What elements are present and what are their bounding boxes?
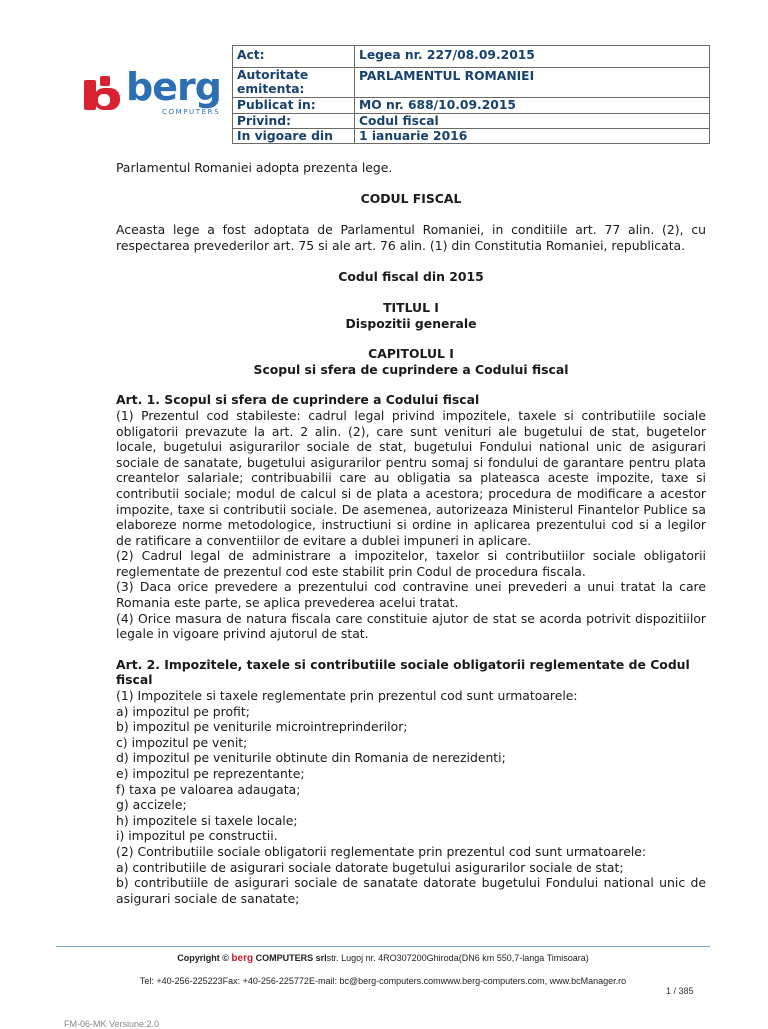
page-number: 1 / 385 xyxy=(666,986,694,996)
footer-contact-line: Tel: +40-256-225223Fax: +40-256-225772E-mail: bc@berg-computers.comwww.berg-computers.com, www.bcManager.ro xyxy=(139,976,627,986)
footer-address: str. Lugoj nr. 4RO307200Ghiroda(DN6 km 550,7-langa Timisoara) xyxy=(326,953,589,963)
meta-label-autoritate xyxy=(233,68,355,98)
art2-heading: Art. 2. Impozitele, taxele si contributiile sociale obligatorii reglementate de Codul fiscal xyxy=(116,656,690,688)
list-item: i) impozitul pe constructii. xyxy=(116,828,278,844)
capitol-name: Scopul si sfera de cuprindere a Codului fiscal xyxy=(253,361,569,377)
art1-paragraph-3: (3) Daca orice prevedere a prezentului cod contravine unei prevederi a unui tratat la care Romania este parte, se aplica prevederea acelui tratat. xyxy=(116,579,706,611)
berg-logo xyxy=(84,65,226,122)
footer-company: COMPUTERS srl xyxy=(255,953,327,963)
titlul-number: TITLUL I xyxy=(383,299,439,315)
meta-label-privind: Privind: xyxy=(233,114,355,129)
list-item: e) impozitul pe reprezentante; xyxy=(116,766,305,781)
meta-row-autoritate xyxy=(233,68,710,98)
footer-copyright-line xyxy=(56,953,710,964)
titlul-name: Dispozitii generale xyxy=(345,315,477,331)
berg-logo-mark-icon xyxy=(84,74,122,112)
list-item: b) contributiile de asigurari sociale de sanatate datorate bugetului Fondului national unic de asigurari sociale de sanatate; xyxy=(116,875,706,906)
list-item: b) impozitul pe veniturile microintreprinderilor; xyxy=(116,719,408,735)
meta-value-autoritate: PARLAMENTUL ROMANIEI xyxy=(355,68,710,98)
capitol-number: CAPITOLUL I xyxy=(368,346,454,362)
footer-divider xyxy=(56,946,710,947)
act-metadata-table xyxy=(232,45,710,144)
list-item: c) impozitul pe venit; xyxy=(116,734,248,750)
list-item: g) accizele; xyxy=(116,797,187,813)
meta-row-privind xyxy=(233,114,710,129)
footer-brand: berg xyxy=(231,953,254,964)
list-item: h) impozitele si taxele locale; xyxy=(116,812,298,828)
art1-paragraph-4: (4) Orice masura de natura fiscala care constituie ajutor de stat se acorda potrivit dispozitiilor legale in vigoare privind ajutorul de stat. xyxy=(116,610,706,642)
code-title: Codul fiscal din 2015 xyxy=(338,269,484,285)
list-item: f) taxa pe valoarea adaugata; xyxy=(116,781,301,797)
footer-copyright: Copyright © xyxy=(177,953,229,963)
list-item: d) impozitul pe veniturile obtinute din Romania de nerezidenti; xyxy=(116,750,506,766)
list-item: a) contributiile de asigurari sociale datorate bugetului asigurarilor sociale de stat; xyxy=(116,859,624,875)
meta-value-vigoare: 1 ianuarie 2016 xyxy=(355,129,710,144)
meta-value-act: Legea nr. 227/08.09.2015 xyxy=(355,46,710,68)
berg-logo-word: berg xyxy=(126,65,221,109)
art2-tax-list xyxy=(116,704,706,844)
meta-label-autoritate-line1: Autoritate xyxy=(237,68,309,82)
art2-contribution-list xyxy=(116,860,706,907)
meta-row-vigoare xyxy=(233,129,710,144)
art1-heading: Art. 1. Scopul si sfera de cuprindere a Codului fiscal xyxy=(116,392,480,408)
form-version: FM-06-MK Versiune:2.0 xyxy=(64,1019,160,1029)
adoption-paragraph: Aceasta lege a fost adoptata de Parlamentul Romaniei, in conditiile art. 77 alin. (2), cu respectarea prevederilor art. 75 si ale art. 76 alin. (1) din Constitutia Romaniei, republicata. xyxy=(116,222,706,253)
meta-value-privind: Codul fiscal xyxy=(355,114,710,129)
meta-label-autoritate-line2: emitenta: xyxy=(237,82,305,96)
document-body xyxy=(116,160,706,906)
art1-paragraph-1: (1) Prezentul cod stabileste: cadrul legal privind impozitele, taxele si contributiile sociale obligatorii prevazute la art. 2 alin. (2), care sunt venituri ale bugetului de stat, bugetelor locale, bugetului asigurarilor sociale de stat, bugetului Fondului national unic de asigurari sociale de sanatate, bugetului asigurarilor pentru somaj si fondului de garantare pentru plata creantelor salariale; contribuabilii care au obligatia sa plateasca aceste impozite, taxe si contributii sociale; modul de calcul si de plata a acestora; procedura de modificare a acestor impozite, taxe si contributii sociale. De asemenea, autorizeaza Ministerul Finantelor Publice sa elaboreze norme metodologice, instructiuni si ordine in aplicarea prezentului cod si a legilor de ratificare a conventiilor de evitare a dublei impuneri in aplicare. xyxy=(116,407,706,548)
intro-sentence: Parlamentul Romaniei adopta prezenta lege. xyxy=(116,160,393,175)
berg-logo-subtitle: COMPUTERS xyxy=(162,108,221,116)
art1-paragraph-2: (2) Cadrul legal de administrare a impozitelor, taxelor si contributiilor sociale obligatorii reglementate de prezentul cod este stabilit prin Codul de procedura fiscala. xyxy=(116,548,706,579)
document-title: CODUL FISCAL xyxy=(360,190,462,206)
meta-label-act: Act: xyxy=(233,46,355,68)
meta-row-act xyxy=(233,46,710,68)
art2-paragraph-2: (2) Contributiile sociale obligatorii reglementate prin prezentul cod sunt urmatoarele: xyxy=(116,843,647,859)
meta-label-publicat: Publicat in: xyxy=(233,98,355,114)
art2-paragraph-1: (1) Impozitele si taxele reglementate prin prezentul cod sunt urmatoarele: xyxy=(116,688,578,704)
meta-label-vigoare: In vigoare din xyxy=(233,129,355,144)
list-item: a) impozitul pe profit; xyxy=(116,703,250,719)
meta-value-publicat: MO nr. 688/10.09.2015 xyxy=(355,98,710,114)
meta-row-publicat xyxy=(233,98,710,114)
